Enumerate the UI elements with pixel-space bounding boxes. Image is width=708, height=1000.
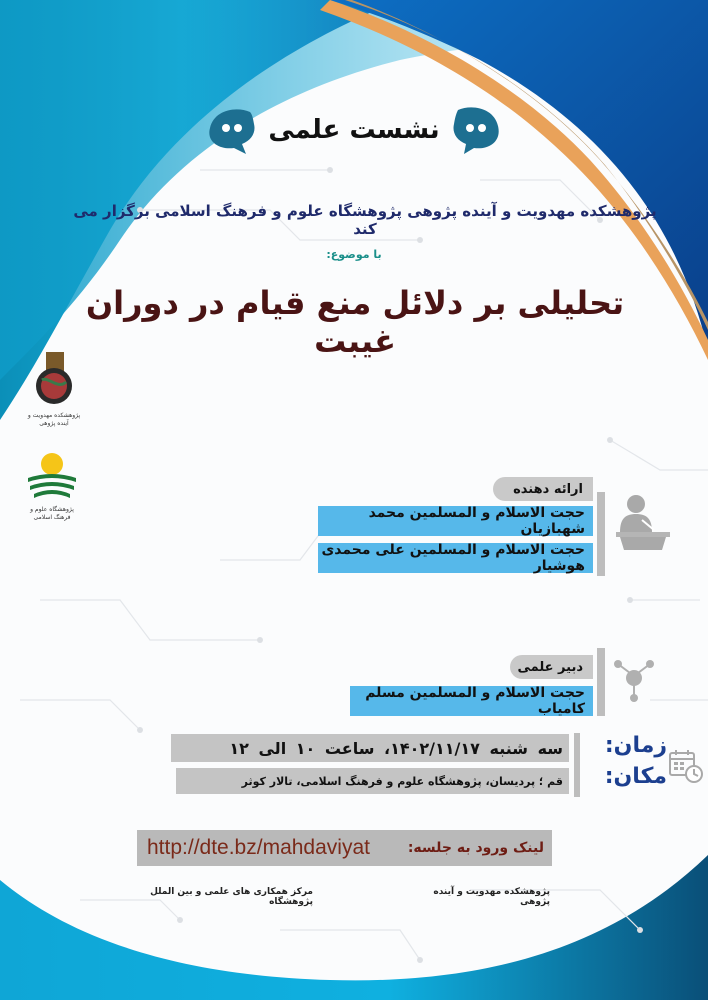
main-title: تحلیلی بر دلائل منع قیام در دوران غیبت <box>85 284 625 360</box>
place-value: قم ؛ پردیسان، پژوهشگاه علوم و فرهنگ اسلامی، تالار کوثر <box>176 768 569 794</box>
presenter-name: حجت الاسلام و المسلمین محمد شهبازیان <box>318 506 593 536</box>
logo-caption: پژوهشگاه علوم و فرهنگ اسلامی <box>30 506 74 521</box>
speech-bubble-icon <box>450 106 502 154</box>
presenter-name: حجت الاسلام و المسلمین علی محمدی هوشیار <box>318 543 593 573</box>
join-link-bar <box>137 830 552 866</box>
join-link[interactable]: http://dte.bz/mahdaviyat <box>147 836 370 859</box>
join-link-label: لینک ورود به جلسه: <box>407 840 544 856</box>
secretary-label: دبیر علمی <box>510 655 593 679</box>
time-value: سه شنبه ۱۴۰۲/۱۱/۱۷، ساعت ۱۰ الی ۱۲ <box>171 734 569 762</box>
network-nodes-icon <box>610 654 658 710</box>
footer-organizer: پژوهشکده مهدویت و آینده پژوهی <box>433 887 550 907</box>
organizer-line: پژوهشکده مهدویت و آینده پژوهی پژوهشگاه علوم و فرهنگ اسلامی برگزار می کند <box>73 202 657 238</box>
calendar-clock-icon <box>668 748 704 784</box>
speaker-podium-icon <box>612 490 674 552</box>
event-header <box>0 100 708 160</box>
topic-label: با موضوع: <box>326 248 382 261</box>
globe-emblem-icon <box>24 350 84 408</box>
divider-bar <box>597 648 605 716</box>
book-sun-emblem-icon <box>22 450 82 502</box>
presenters-label: ارائه دهنده <box>493 477 593 501</box>
secretary-name: حجت الاسلام و المسلمین مسلم کامیاب <box>350 686 593 716</box>
time-label: زمان: <box>604 733 667 758</box>
mahdaviyat-institute-logo <box>24 350 84 430</box>
speech-bubble-icon <box>206 106 258 154</box>
divider-bar <box>597 492 605 576</box>
header-title: نشست علمی <box>268 115 440 145</box>
place-label: مکان: <box>604 764 667 789</box>
divider-bar <box>574 733 580 797</box>
footer-partner: مرکز همکاری های علمی و بین الملل پژوهشگاه <box>150 887 313 907</box>
logo-caption: پژوهشکده مهدویت و آینده پژوهی <box>27 412 81 427</box>
research-institute-logo <box>22 450 82 525</box>
